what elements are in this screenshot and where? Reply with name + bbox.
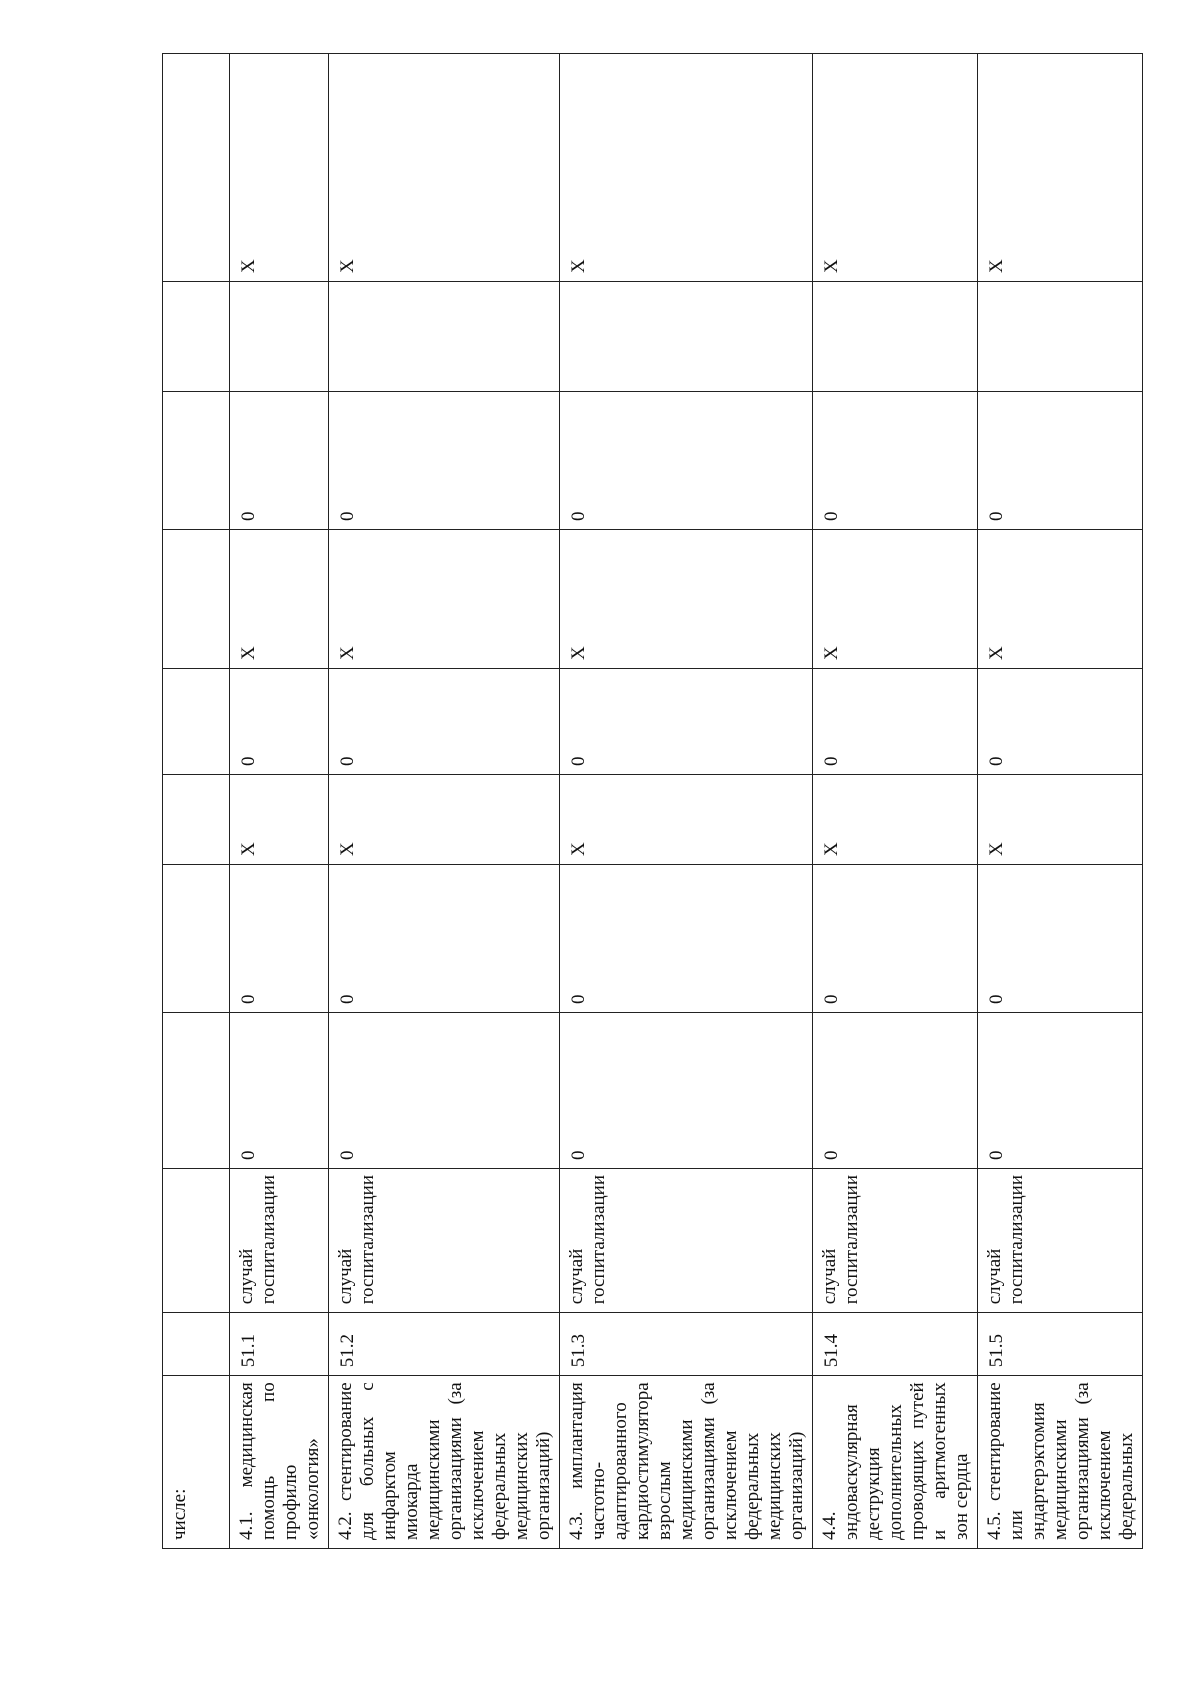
value-cell: 0 (230, 668, 329, 774)
unit-cell: случай госпитализации (813, 1168, 978, 1312)
empty-cell (230, 281, 329, 391)
value-cell: 0 (560, 391, 813, 529)
value-cell: Х (813, 529, 978, 668)
table-row (329, 53, 560, 1548)
empty-cell (163, 391, 230, 529)
value-cell: 0 (560, 1012, 813, 1168)
code-cell: 51.5 (978, 1313, 1143, 1376)
value-cell: Х (978, 529, 1143, 668)
value-cell: 0 (978, 1012, 1143, 1168)
value-cell: 0 (813, 864, 978, 1012)
value-cell: 0 (813, 668, 978, 774)
value-cell: Х (329, 529, 560, 668)
value-cell: 0 (560, 864, 813, 1012)
value-cell: Х (329, 774, 560, 864)
table-row-header-fragment (163, 53, 230, 1548)
description-cell: 4.4. эндоваскулярная деструкция дополнительных проводящих путей и аритмогенных зон сердца (813, 1376, 978, 1549)
description-cell: 4.5. стентирование или эндартерэктомия медицинскими организациями (за исключением федеральных (978, 1376, 1143, 1549)
empty-cell (163, 1313, 230, 1376)
value-cell: Х (560, 53, 813, 281)
unit-cell: случай госпитализации (230, 1168, 329, 1312)
code-cell: 51.4 (813, 1313, 978, 1376)
code-cell: 51.1 (230, 1313, 329, 1376)
value-cell: 0 (560, 668, 813, 774)
empty-cell (163, 529, 230, 668)
value-cell: 0 (813, 391, 978, 529)
value-cell: 0 (978, 668, 1143, 774)
value-cell: Х (560, 774, 813, 864)
data-table (162, 53, 1143, 1549)
value-cell: 0 (978, 864, 1143, 1012)
description-cell: 4.3. имплантация частотно-адаптированного кардиостимулятора взрослым медицинскими организациями (за исключением федеральных медицинских организаций) (560, 1376, 813, 1549)
value-cell: Х (329, 53, 560, 281)
empty-cell (163, 774, 230, 864)
unit-cell: случай госпитализации (329, 1168, 560, 1312)
description-cell: 4.1. медицинская помощь по профилю «онкология» (230, 1376, 329, 1549)
value-cell: Х (230, 529, 329, 668)
value-cell: 0 (230, 864, 329, 1012)
value-cell: Х (813, 774, 978, 864)
table-row (230, 53, 329, 1548)
value-cell: 0 (978, 391, 1143, 529)
empty-cell (163, 1012, 230, 1168)
value-cell: 0 (329, 668, 560, 774)
value-cell: 0 (329, 1012, 560, 1168)
value-cell: Х (230, 774, 329, 864)
value-cell: 0 (329, 864, 560, 1012)
empty-cell (163, 281, 230, 391)
header-fragment-cell: числе: (163, 1376, 230, 1549)
unit-cell: случай госпитализации (978, 1168, 1143, 1312)
value-cell: Х (813, 53, 978, 281)
value-cell: 0 (230, 1012, 329, 1168)
empty-cell (560, 281, 813, 391)
value-cell: Х (978, 774, 1143, 864)
empty-cell (978, 281, 1143, 391)
value-cell: 0 (813, 1012, 978, 1168)
empty-cell (813, 281, 978, 391)
value-cell: Х (560, 529, 813, 668)
value-cell: 0 (230, 391, 329, 529)
empty-cell (163, 864, 230, 1012)
value-cell: Х (978, 53, 1143, 281)
empty-cell (163, 53, 230, 281)
value-cell: Х (230, 53, 329, 281)
empty-cell (329, 281, 560, 391)
code-cell: 51.3 (560, 1313, 813, 1376)
empty-cell (163, 668, 230, 774)
code-cell: 51.2 (329, 1313, 560, 1376)
description-cell: 4.2. стентирование для больных с инфарктом миокарда медицинскими организациями (за исключением федеральных медицинских организаций) (329, 1376, 560, 1549)
table-row (813, 53, 978, 1548)
value-cell: 0 (329, 391, 560, 529)
unit-cell: случай госпитализации (560, 1168, 813, 1312)
table-row (560, 53, 813, 1548)
table-row (978, 53, 1143, 1548)
empty-cell (163, 1168, 230, 1312)
